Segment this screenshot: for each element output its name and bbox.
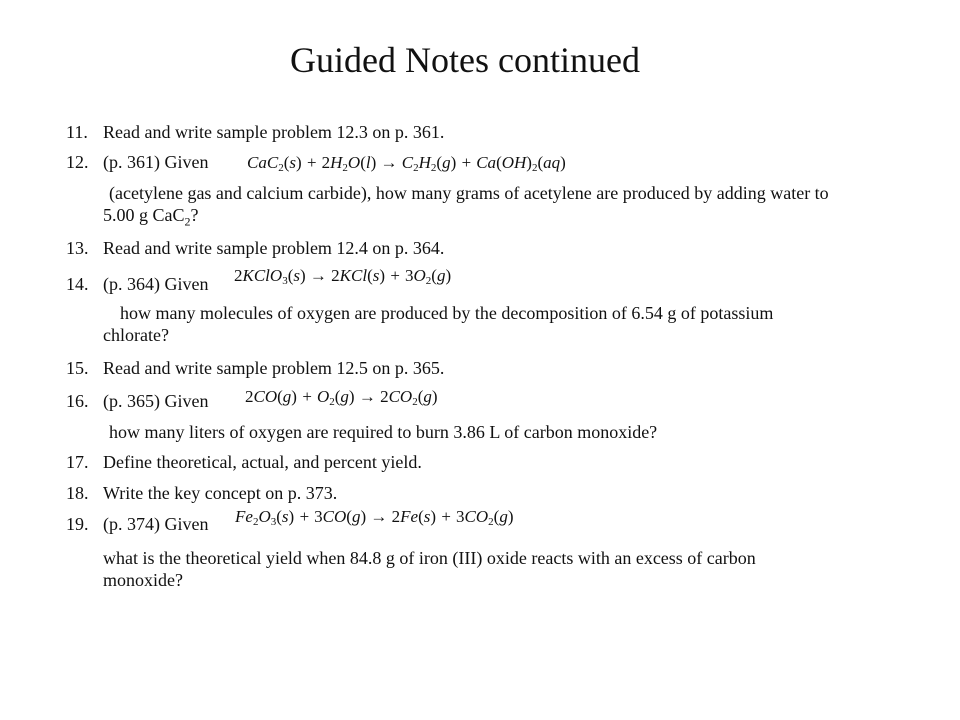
item-number: 18.	[66, 483, 89, 503]
item-14-continuation: how many molecules of oxygen are produced by the decomposition of 6.54 g of potassium chlorate?	[103, 303, 774, 345]
item-16-continuation: how many liters of oxygen are required to burn 3.86 L of carbon monoxide?	[109, 422, 658, 442]
equation-14: 2KClO$_3$(s) → $2KCl(s) + 3O_2(g)$	[234, 266, 452, 287]
equation-12: $CaC_2(s) + 2H_2O(l) \to C_2H_2(g) + Ca(OH)_2(aq)$	[247, 153, 566, 174]
item-12-continuation: (acetylene gas and calcium carbide), how many grams of acetylene are produced by adding water to 5.00 g CaC$_2$?	[103, 183, 829, 229]
item-number: 15.	[66, 358, 89, 378]
item-number: 17.	[66, 452, 89, 472]
item-number: 13.	[66, 238, 89, 258]
item-text: (p. 365) Given	[103, 391, 209, 411]
equation-19: $Fe_2O_3(s) + 3CO(g) \to 2Fe(s) + 3CO_2(g)$	[235, 507, 514, 528]
item-number: 11.	[66, 122, 88, 142]
item-text: Write the key concept on p. 373.	[103, 483, 338, 503]
page-title: Guided Notes continued	[290, 40, 640, 80]
item-number: 16.	[66, 391, 89, 411]
item-number: 19.	[66, 514, 89, 534]
item-text: Read and write sample problem 12.5 on p. 365.	[103, 358, 445, 378]
item-text: (p. 364) Given	[103, 274, 209, 294]
item-text: Read and write sample problem 12.4 on p. 364.	[103, 238, 445, 258]
item-19-continuation: what is the theoretical yield when 84.8 g of iron (III) oxide reacts with an excess of carbon monoxide?	[103, 548, 756, 590]
item-text: Define theoretical, actual, and percent yield.	[103, 452, 422, 472]
item-text: Read and write sample problem 12.3 on p. 361.	[103, 122, 445, 142]
item-number: 14.	[66, 274, 89, 294]
item-text: (p. 374) Given	[103, 514, 209, 534]
item-text: (p. 361) Given	[103, 152, 209, 172]
equation-16: $2CO(g) + O_2(g) \to 2CO_2(g)$	[245, 387, 438, 408]
item-number: 12.	[66, 152, 89, 172]
